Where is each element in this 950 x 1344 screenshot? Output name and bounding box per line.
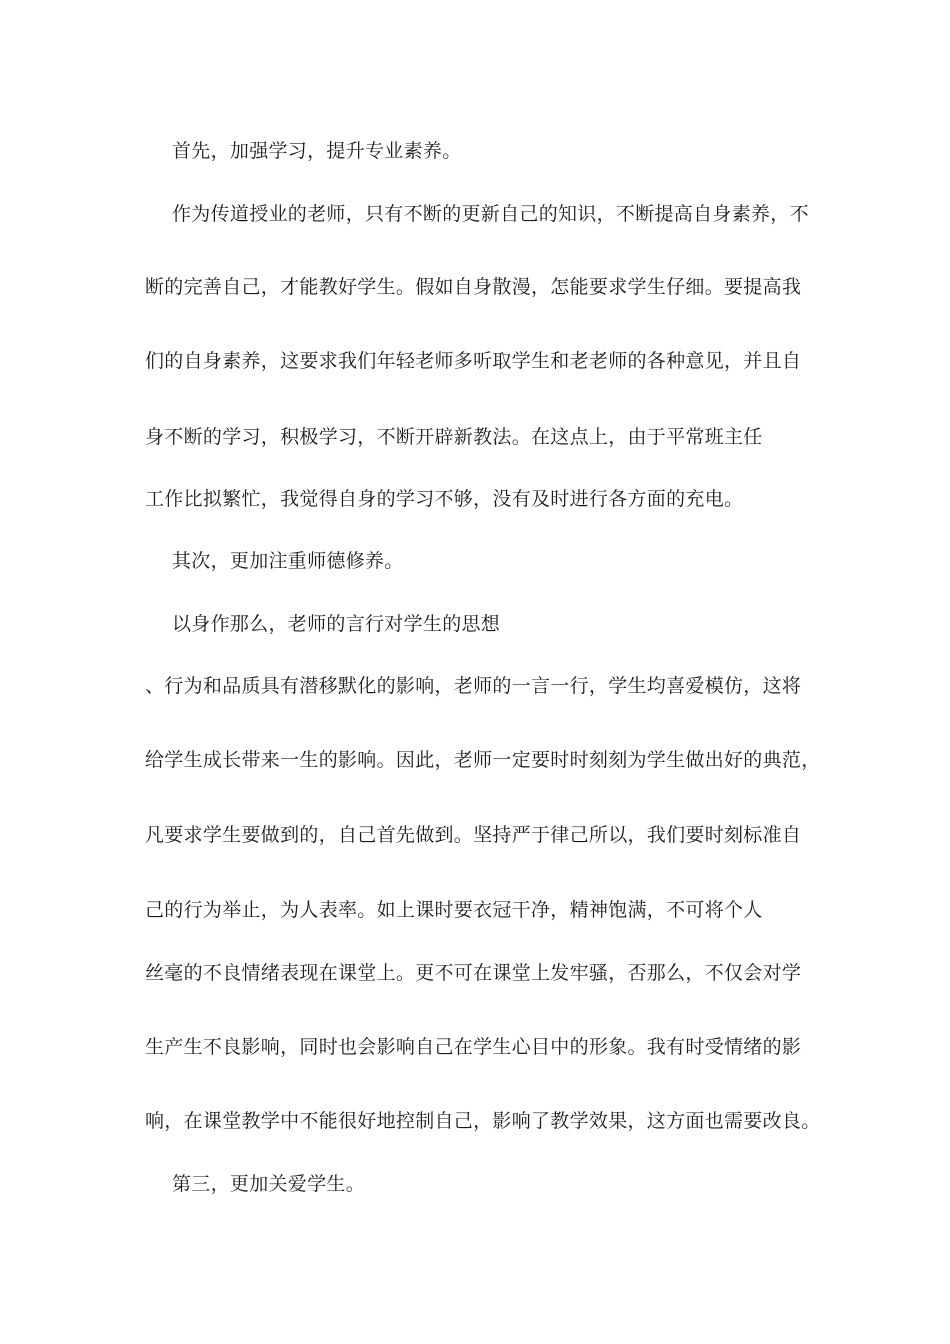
paragraph-line: 凡要求学生要做到的，自己首先做到。坚持严于律己所以，我们要时刻标准自 — [145, 824, 802, 846]
paragraph-line: 给学生成长带来一生的影响。因此，老师一定要时时刻刻为学生做出好的典范， — [145, 749, 821, 771]
paragraph-line: 身不断的学习，积极学习，不断开辟新教法。在这点上，由于平常班主任 — [145, 426, 763, 448]
paragraph-line: 、行为和品质具有潜移默化的影响，老师的一言一行，学生均喜爱模仿，这将 — [145, 675, 802, 697]
paragraph-line: 工作比拟繁忙，我觉得自身的学习不够，没有及时进行各方面的充电。 — [145, 488, 744, 510]
section-heading-ethics: 其次，更加注重师德修养。 — [172, 550, 404, 572]
paragraph-line: 响，在课堂教学中不能很好地控制自己，影响了教学效果，这方面也需要改良。 — [145, 1110, 821, 1132]
paragraph-line: 丝毫的不良情绪表现在课堂上。更不可在课堂上发牢骚，否那么，不仅会对学 — [145, 962, 802, 984]
paragraph-line: 生产生不良影响，同时也会影响自己在学生心目中的形象。我有时受情绪的影 — [145, 1036, 802, 1058]
section-heading-learning: 首先，加强学习，提升专业素养。 — [172, 140, 462, 162]
paragraph-line: 己的行为举止，为人表率。如上课时要衣冠干净，精神饱满，不可将个人 — [145, 899, 763, 921]
paragraph-line: 作为传道授业的老师，只有不断的更新自己的知识，不断提高自身素养，不 — [172, 203, 809, 225]
paragraph-line: 们的自身素养，这要求我们年轻老师多听取学生和老老师的各种意见，并且自 — [145, 350, 802, 372]
paragraph-line: 以身作那么，老师的言行对学生的思想 — [172, 613, 501, 635]
paragraph-line: 断的完善自己，才能教好学生。假如自身散漫，怎能要求学生仔细。要提高我 — [145, 276, 802, 298]
section-heading-care: 第三，更加关爱学生。 — [172, 1173, 366, 1195]
